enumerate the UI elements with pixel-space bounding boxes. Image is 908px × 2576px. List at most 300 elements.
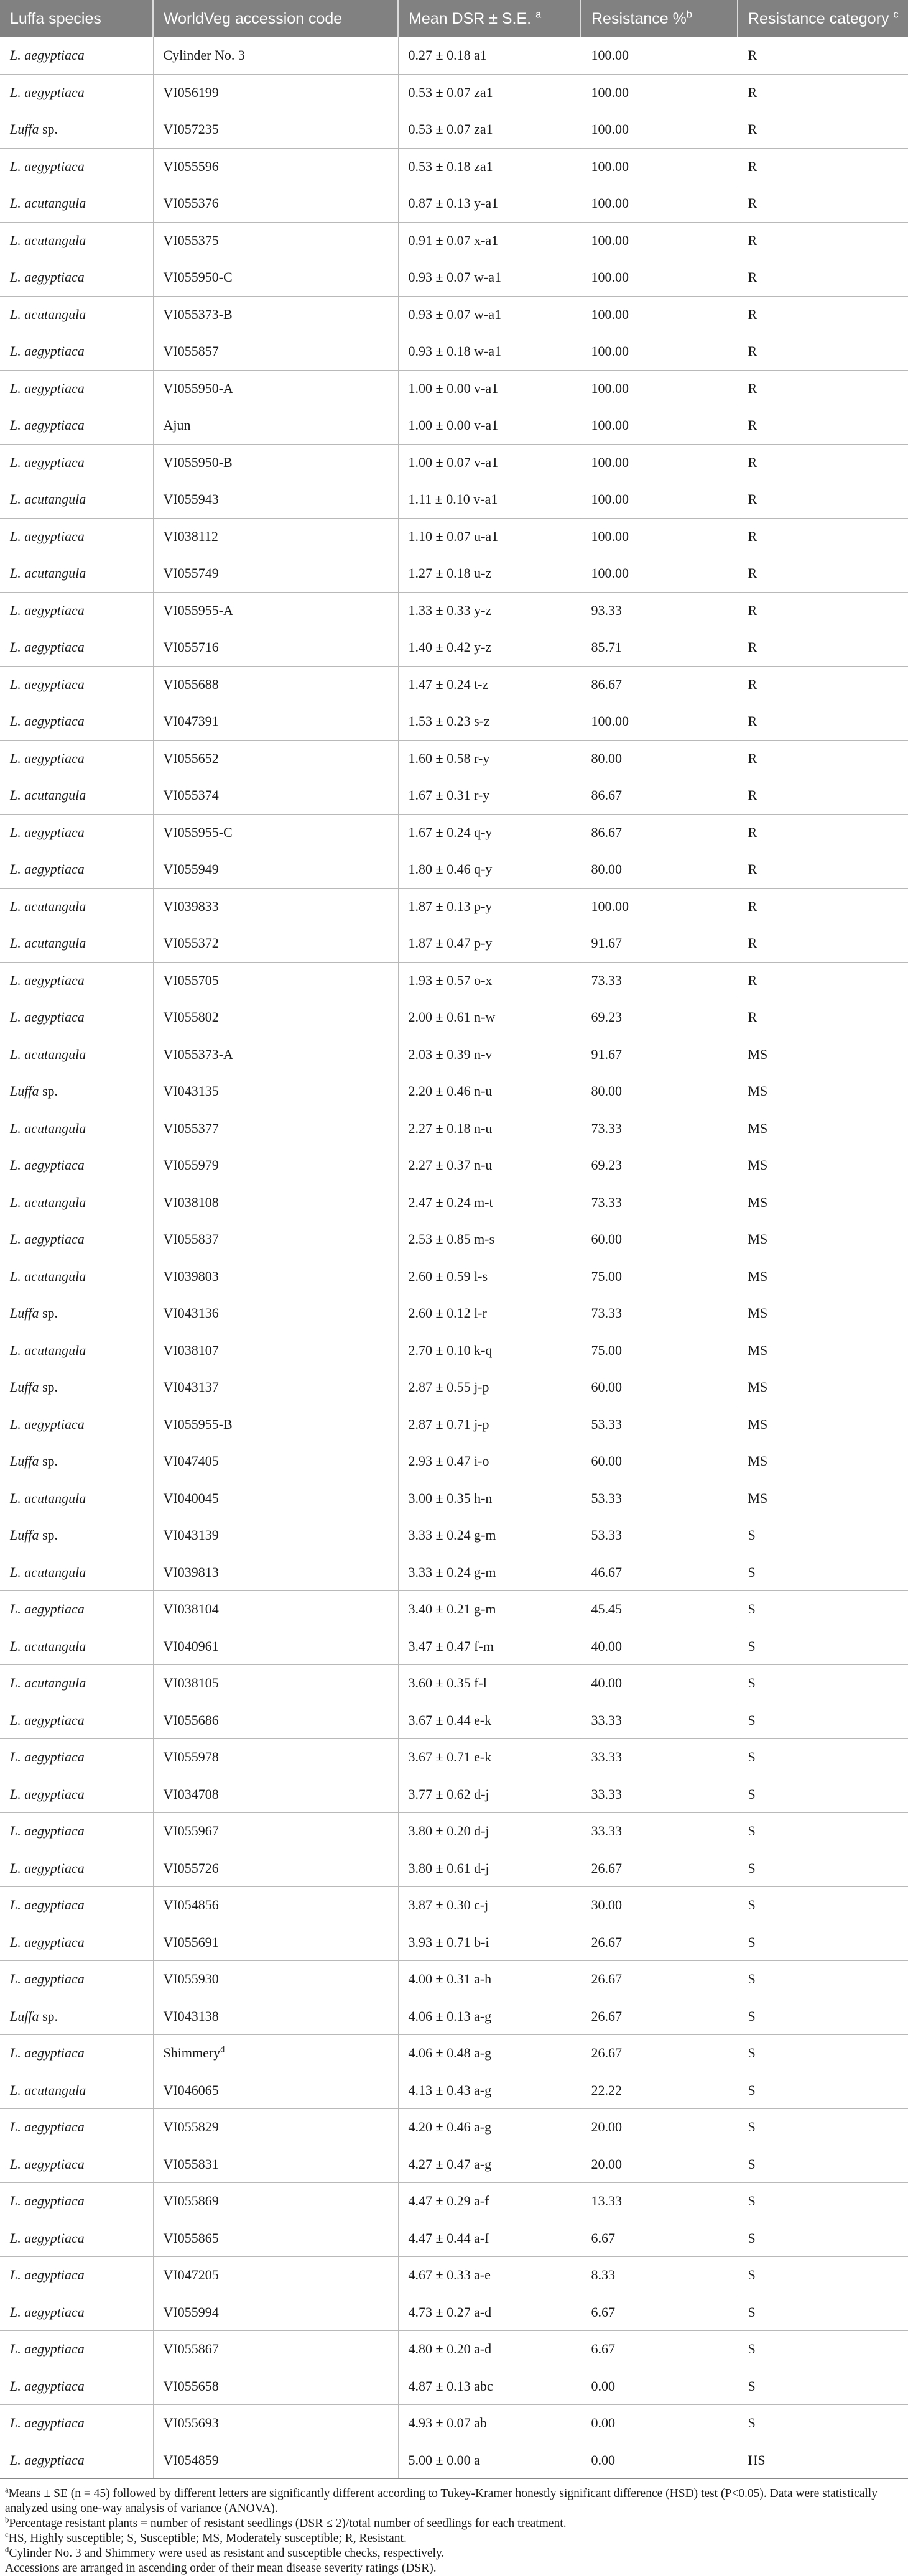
cell-accession-code bbox=[153, 555, 398, 593]
cell-resistance-percent-text: 100.00 bbox=[591, 306, 629, 322]
cell-species-text: L. aegyptiaca bbox=[10, 639, 85, 655]
cell-accession-code-text: VI047405 bbox=[163, 1453, 219, 1469]
table-row bbox=[0, 1554, 908, 1591]
cell-species bbox=[0, 1924, 153, 1961]
cell-resistance-percent-text: 100.00 bbox=[591, 158, 629, 174]
cell-resistance-category-text: R bbox=[748, 232, 757, 248]
cell-species bbox=[0, 888, 153, 925]
cell-mean-dsr-text: 4.67 ± 0.33 a-e bbox=[408, 2267, 491, 2283]
cell-mean-dsr-text: 0.93 ± 0.07 w-a1 bbox=[408, 269, 502, 285]
cell-species bbox=[0, 703, 153, 741]
cell-accession-code-text: VI034708 bbox=[163, 1786, 219, 1802]
cell-resistance-percent bbox=[581, 1443, 738, 1480]
cell-mean-dsr-text: 4.20 ± 0.46 a-g bbox=[408, 2119, 492, 2135]
cell-resistance-category bbox=[738, 296, 908, 333]
cell-mean-dsr bbox=[398, 148, 581, 185]
cell-resistance-percent bbox=[581, 1036, 738, 1073]
cell-mean-dsr bbox=[398, 222, 581, 259]
cell-accession-code bbox=[153, 1184, 398, 1221]
cell-species-text: Luffa sp. bbox=[10, 1083, 58, 1099]
cell-species bbox=[0, 1887, 153, 1924]
cell-resistance-category bbox=[738, 481, 908, 519]
cell-resistance-category-text: R bbox=[748, 121, 757, 137]
table-row bbox=[0, 925, 908, 963]
cell-accession-code bbox=[153, 1443, 398, 1480]
cell-mean-dsr-text: 2.53 ± 0.85 m-s bbox=[408, 1231, 495, 1247]
cell-resistance-category bbox=[738, 333, 908, 371]
cell-resistance-percent-text: 86.67 bbox=[591, 824, 622, 840]
cell-resistance-percent-text: 6.67 bbox=[591, 2230, 615, 2246]
cell-resistance-percent bbox=[581, 1369, 738, 1406]
cell-accession-code-text: VI055688 bbox=[163, 676, 219, 692]
cell-resistance-category bbox=[738, 1406, 908, 1443]
cell-species bbox=[0, 1813, 153, 1850]
table-row bbox=[0, 1628, 908, 1665]
cell-resistance-category-text: S bbox=[748, 1971, 756, 1987]
table-row bbox=[0, 1739, 908, 1776]
cell-resistance-category bbox=[738, 1517, 908, 1554]
cell-species-text: L. aegyptiaca bbox=[10, 1231, 85, 1247]
cell-mean-dsr-text: 2.87 ± 0.55 j-p bbox=[408, 1379, 489, 1395]
cell-resistance-category-text: R bbox=[748, 491, 757, 507]
cell-mean-dsr bbox=[398, 37, 581, 74]
cell-resistance-percent-text: 100.00 bbox=[591, 491, 629, 507]
cell-resistance-category bbox=[738, 666, 908, 703]
cell-resistance-percent-text: 60.00 bbox=[591, 1453, 622, 1469]
cell-resistance-category-text: S bbox=[748, 1638, 756, 1654]
cell-mean-dsr bbox=[398, 1591, 581, 1628]
cell-resistance-category bbox=[738, 148, 908, 185]
cell-mean-dsr bbox=[398, 1887, 581, 1924]
cell-resistance-percent bbox=[581, 296, 738, 333]
cell-resistance-category-text: MS bbox=[748, 1046, 768, 1062]
cell-accession-code-text: VI055377 bbox=[163, 1120, 219, 1136]
table-row bbox=[0, 2442, 908, 2479]
table-row bbox=[0, 2072, 908, 2109]
cell-species bbox=[0, 1406, 153, 1443]
cell-resistance-category-text: R bbox=[748, 269, 757, 285]
cell-accession-code bbox=[153, 2183, 398, 2220]
cell-species-text: L. aegyptiaca bbox=[10, 1712, 85, 1728]
cell-species bbox=[0, 2035, 153, 2072]
cell-mean-dsr-text: 1.87 ± 0.13 p-y bbox=[408, 898, 493, 914]
cell-species-text: L. aegyptiaca bbox=[10, 1601, 85, 1617]
header-resistance-category: Resistance category $^c$ bbox=[738, 0, 908, 37]
footnotes bbox=[0, 2479, 908, 2576]
cell-resistance-percent-text: 75.00 bbox=[591, 1342, 622, 1358]
cell-resistance-percent-text: 73.33 bbox=[591, 1194, 622, 1210]
cell-accession-code-text: VI043139 bbox=[163, 1527, 219, 1543]
cell-resistance-percent bbox=[581, 999, 738, 1036]
cell-mean-dsr bbox=[398, 1406, 581, 1443]
cell-resistance-percent bbox=[581, 1702, 738, 1739]
cell-mean-dsr-text: 1.93 ± 0.57 o-x bbox=[408, 972, 493, 988]
cell-accession-code-text: VI055955-B bbox=[163, 1416, 233, 1432]
cell-accession-code-text: VI055949 bbox=[163, 861, 219, 877]
cell-resistance-category bbox=[738, 851, 908, 889]
table-row bbox=[0, 1924, 908, 1961]
cell-resistance-percent-text: 73.33 bbox=[591, 1305, 622, 1321]
table-header bbox=[0, 0, 908, 37]
cell-resistance-category bbox=[738, 37, 908, 74]
cell-accession-code bbox=[153, 1332, 398, 1369]
cell-species bbox=[0, 407, 153, 445]
cell-mean-dsr-text: 3.77 ± 0.62 d-j bbox=[408, 1786, 489, 1802]
cell-species-text: L. aegyptiaca bbox=[10, 1860, 85, 1876]
cell-mean-dsr bbox=[398, 1369, 581, 1406]
cell-mean-dsr bbox=[398, 2405, 581, 2442]
table-row bbox=[0, 1147, 908, 1184]
cell-resistance-percent-text: 33.33 bbox=[591, 1712, 622, 1728]
cell-accession-code-text: VI057235 bbox=[163, 121, 219, 137]
cell-species-text: L. aegyptiaca bbox=[10, 1157, 85, 1173]
cell-resistance-category-text: MS bbox=[748, 1231, 768, 1247]
cell-accession-code-text: VI055950-B bbox=[163, 454, 233, 470]
cell-species bbox=[0, 1998, 153, 2035]
header-mean-dsr: Mean DSR ± S.E. $^a$ bbox=[398, 0, 581, 37]
cell-accession-code-text: VI055955-C bbox=[163, 824, 233, 840]
cell-species bbox=[0, 2183, 153, 2220]
cell-accession-code bbox=[153, 1850, 398, 1887]
cell-mean-dsr-text: 4.06 ± 0.48 a-g bbox=[408, 2045, 492, 2061]
cell-accession-code bbox=[153, 2072, 398, 2109]
cell-accession-code bbox=[153, 2442, 398, 2479]
cell-species bbox=[0, 1147, 153, 1184]
cell-accession-code bbox=[153, 1258, 398, 1295]
table-row bbox=[0, 1406, 908, 1443]
cell-resistance-percent-text: 8.33 bbox=[591, 2267, 615, 2283]
cell-resistance-percent bbox=[581, 37, 738, 74]
cell-accession-code-text: VI055829 bbox=[163, 2119, 219, 2135]
cell-mean-dsr bbox=[398, 2368, 581, 2405]
cell-resistance-percent-text: 40.00 bbox=[591, 1675, 622, 1691]
cell-resistance-percent-text: 100.00 bbox=[591, 47, 629, 63]
cell-resistance-percent-text: 0.00 bbox=[591, 2378, 615, 2394]
cell-mean-dsr-text: 1.53 ± 0.23 s-z bbox=[408, 713, 490, 729]
table-row bbox=[0, 851, 908, 889]
cell-resistance-percent-text: 22.22 bbox=[591, 2082, 622, 2098]
cell-resistance-percent bbox=[581, 888, 738, 925]
cell-accession-code-text: VI047205 bbox=[163, 2267, 219, 2283]
cell-resistance-percent-text: 85.71 bbox=[591, 639, 622, 655]
cell-mean-dsr-text: 4.13 ± 0.43 a-g bbox=[408, 2082, 492, 2098]
cell-accession-code bbox=[153, 2405, 398, 2442]
cell-resistance-percent bbox=[581, 1517, 738, 1554]
cell-resistance-category-text: R bbox=[748, 158, 757, 174]
cell-mean-dsr bbox=[398, 1221, 581, 1258]
cell-resistance-category bbox=[738, 629, 908, 667]
cell-accession-code bbox=[153, 111, 398, 149]
cell-species bbox=[0, 1443, 153, 1480]
cell-species bbox=[0, 481, 153, 519]
cell-species bbox=[0, 2072, 153, 2109]
cell-mean-dsr bbox=[398, 851, 581, 889]
cell-resistance-category-text: R bbox=[748, 1009, 757, 1025]
cell-resistance-percent bbox=[581, 2183, 738, 2220]
cell-mean-dsr-text: 3.80 ± 0.61 d-j bbox=[408, 1860, 489, 1876]
cell-resistance-category bbox=[738, 1369, 908, 1406]
cell-mean-dsr-text: 2.70 ± 0.10 k-q bbox=[408, 1342, 493, 1358]
cell-species bbox=[0, 1850, 153, 1887]
cell-mean-dsr bbox=[398, 1739, 581, 1776]
cell-resistance-percent-text: 100.00 bbox=[591, 713, 629, 729]
cell-species-text: L. aegyptiaca bbox=[10, 343, 85, 359]
cell-resistance-category-text: S bbox=[748, 2119, 756, 2135]
cell-species bbox=[0, 185, 153, 223]
table-row bbox=[0, 1776, 908, 1813]
cell-mean-dsr-text: 2.27 ± 0.18 n-u bbox=[408, 1120, 493, 1136]
table-row bbox=[0, 777, 908, 815]
cell-resistance-category-text: R bbox=[748, 676, 757, 692]
cell-accession-code-text: VI043138 bbox=[163, 2008, 219, 2024]
footnote bbox=[5, 2486, 903, 2516]
cell-species-text: L. aegyptiaca bbox=[10, 158, 85, 174]
cell-species bbox=[0, 814, 153, 851]
table-row bbox=[0, 666, 908, 703]
cell-resistance-percent-text: 100.00 bbox=[591, 898, 629, 914]
cell-resistance-percent bbox=[581, 1998, 738, 2035]
cell-accession-code bbox=[153, 925, 398, 963]
table-row bbox=[0, 370, 908, 407]
cell-accession-code bbox=[153, 1628, 398, 1665]
cell-mean-dsr-text: 1.27 ± 0.18 u-z bbox=[408, 565, 492, 581]
cell-resistance-percent bbox=[581, 2072, 738, 2109]
cell-species-text: L. aegyptiaca bbox=[10, 2119, 85, 2135]
cell-resistance-percent-text: 69.23 bbox=[591, 1157, 622, 1173]
cell-resistance-category-text: MS bbox=[748, 1490, 768, 1506]
table-row bbox=[0, 703, 908, 741]
cell-accession-code-text: VI055691 bbox=[163, 1934, 219, 1950]
cell-resistance-percent bbox=[581, 2109, 738, 2146]
cell-resistance-category bbox=[738, 1332, 908, 1369]
cell-resistance-category bbox=[738, 444, 908, 481]
cell-species-text: L. aegyptiaca bbox=[10, 1416, 85, 1432]
cell-species bbox=[0, 1258, 153, 1295]
cell-resistance-percent bbox=[581, 2035, 738, 2072]
table-row bbox=[0, 2331, 908, 2368]
cell-resistance-category-text: R bbox=[748, 602, 757, 618]
cell-mean-dsr-text: 0.53 ± 0.07 za1 bbox=[408, 84, 493, 100]
cell-accession-code-text: VI055374 bbox=[163, 787, 219, 803]
cell-mean-dsr bbox=[398, 111, 581, 149]
cell-mean-dsr bbox=[398, 407, 581, 445]
cell-accession-code bbox=[153, 1073, 398, 1110]
cell-resistance-percent bbox=[581, 1480, 738, 1517]
table-row bbox=[0, 1332, 908, 1369]
cell-resistance-category bbox=[738, 1628, 908, 1665]
cell-mean-dsr bbox=[398, 333, 581, 371]
cell-resistance-percent-text: 100.00 bbox=[591, 380, 629, 396]
cell-species-text: L. aegyptiaca bbox=[10, 2045, 85, 2061]
cell-mean-dsr-text: 2.00 ± 0.61 n-w bbox=[408, 1009, 496, 1025]
cell-mean-dsr bbox=[398, 777, 581, 815]
cell-species bbox=[0, 962, 153, 999]
cell-mean-dsr bbox=[398, 2109, 581, 2146]
cell-mean-dsr bbox=[398, 1036, 581, 1073]
cell-mean-dsr bbox=[398, 296, 581, 333]
cell-accession-code-text: VI039813 bbox=[163, 1564, 219, 1580]
cell-resistance-percent-text: 69.23 bbox=[591, 1009, 622, 1025]
cell-mean-dsr bbox=[398, 555, 581, 593]
table-row bbox=[0, 740, 908, 777]
cell-species bbox=[0, 1073, 153, 1110]
cell-resistance-category bbox=[738, 703, 908, 741]
cell-species-text: L. aegyptiaca bbox=[10, 750, 85, 766]
cell-species-text: L. aegyptiaca bbox=[10, 1786, 85, 1802]
cell-species bbox=[0, 111, 153, 149]
table-row bbox=[0, 1702, 908, 1739]
cell-mean-dsr-text: 0.53 ± 0.18 za1 bbox=[408, 158, 493, 174]
cell-accession-code bbox=[153, 2368, 398, 2405]
cell-accession-code bbox=[153, 444, 398, 481]
cell-resistance-percent-text: 91.67 bbox=[591, 935, 622, 951]
cell-resistance-percent-text: 40.00 bbox=[591, 1638, 622, 1654]
footnote-mark: d bbox=[220, 2044, 225, 2055]
footnote-marker: a bbox=[5, 2485, 9, 2495]
cell-accession-code-text: VI055373-B bbox=[163, 306, 233, 322]
cell-species bbox=[0, 1776, 153, 1813]
cell-species-text: L. acutangula bbox=[10, 2082, 86, 2098]
footnote-marker: c bbox=[5, 2530, 9, 2539]
table-row bbox=[0, 1258, 908, 1295]
cell-resistance-category-text: S bbox=[748, 1823, 756, 1839]
cell-resistance-category bbox=[738, 1924, 908, 1961]
cell-resistance-category bbox=[738, 2368, 908, 2405]
cell-resistance-category-text: R bbox=[748, 306, 757, 322]
cell-mean-dsr bbox=[398, 1295, 581, 1332]
cell-accession-code bbox=[153, 1739, 398, 1776]
cell-resistance-category-text: S bbox=[748, 2193, 756, 2209]
cell-resistance-percent bbox=[581, 259, 738, 297]
cell-mean-dsr-text: 3.40 ± 0.21 g-m bbox=[408, 1601, 496, 1617]
cell-resistance-percent bbox=[581, 962, 738, 999]
cell-accession-code bbox=[153, 814, 398, 851]
cell-accession-code-text: VI047391 bbox=[163, 713, 219, 729]
cell-resistance-category bbox=[738, 1665, 908, 1702]
cell-resistance-percent bbox=[581, 2442, 738, 2479]
cell-resistance-percent bbox=[581, 333, 738, 371]
cell-accession-code-text: VI043136 bbox=[163, 1305, 219, 1321]
cell-accession-code bbox=[153, 259, 398, 297]
cell-resistance-percent-text: 6.67 bbox=[591, 2304, 615, 2320]
cell-accession-code bbox=[153, 1295, 398, 1332]
cell-mean-dsr-text: 1.60 ± 0.58 r-y bbox=[408, 750, 490, 766]
table-row bbox=[0, 1110, 908, 1147]
cell-species-text: L. acutangula bbox=[10, 1120, 86, 1136]
cell-resistance-category bbox=[738, 2146, 908, 2183]
cell-accession-code-text: VI055837 bbox=[163, 1231, 219, 1247]
cell-mean-dsr bbox=[398, 1628, 581, 1665]
cell-mean-dsr-text: 4.87 ± 0.13 abc bbox=[408, 2378, 493, 2394]
cell-resistance-percent-text: 86.67 bbox=[591, 676, 622, 692]
cell-resistance-category-text: MS bbox=[748, 1342, 768, 1358]
cell-accession-code-text: VI055658 bbox=[163, 2378, 219, 2394]
cell-resistance-percent bbox=[581, 2220, 738, 2257]
cell-mean-dsr-text: 1.67 ± 0.24 q-y bbox=[408, 824, 493, 840]
cell-species bbox=[0, 1110, 153, 1147]
cell-resistance-category bbox=[738, 2072, 908, 2109]
cell-species bbox=[0, 2257, 153, 2294]
table-row bbox=[0, 74, 908, 111]
cell-species bbox=[0, 1665, 153, 1702]
footnote-text: Means ± SE (n = 45) followed by different letters are significantly different according to Tukey-Kramer honestly significant difference (HSD) test (P<0.05). Data were statistically analyzed using one-way analysis of variance (ANOVA). bbox=[5, 2487, 878, 2515]
cell-resistance-category-text: S bbox=[748, 2304, 756, 2320]
cell-resistance-category bbox=[738, 1554, 908, 1591]
cell-mean-dsr-text: 0.93 ± 0.18 w-a1 bbox=[408, 343, 502, 359]
cell-resistance-percent-text: 91.67 bbox=[591, 1046, 622, 1062]
cell-resistance-category-text: MS bbox=[748, 1416, 768, 1432]
cell-accession-code bbox=[153, 1591, 398, 1628]
table-row bbox=[0, 1221, 908, 1258]
cell-accession-code-text: VI055652 bbox=[163, 750, 219, 766]
cell-resistance-category bbox=[738, 74, 908, 111]
table-row bbox=[0, 2405, 908, 2442]
table-row bbox=[0, 1998, 908, 2035]
cell-resistance-percent-text: 100.00 bbox=[591, 121, 629, 137]
cell-accession-code-text: Ajun bbox=[163, 417, 191, 433]
cell-mean-dsr bbox=[398, 1776, 581, 1813]
cell-resistance-category-text: R bbox=[748, 47, 757, 63]
cell-resistance-category bbox=[738, 2294, 908, 2331]
cell-resistance-category bbox=[738, 1295, 908, 1332]
cell-resistance-category-text: S bbox=[748, 1564, 756, 1580]
cell-accession-code-text: VI055375 bbox=[163, 232, 219, 248]
cell-resistance-percent bbox=[581, 777, 738, 815]
cell-resistance-category-text: R bbox=[748, 935, 757, 951]
cell-resistance-percent bbox=[581, 1073, 738, 1110]
cell-resistance-category bbox=[738, 740, 908, 777]
cell-species-text: Luffa sp. bbox=[10, 1305, 58, 1321]
cell-species bbox=[0, 666, 153, 703]
cell-species-text: L. acutangula bbox=[10, 1490, 86, 1506]
cell-resistance-category-text: R bbox=[748, 380, 757, 396]
cell-species bbox=[0, 1702, 153, 1739]
cell-accession-code-text: VI055596 bbox=[163, 158, 219, 174]
cell-mean-dsr bbox=[398, 1850, 581, 1887]
cell-mean-dsr-text: 3.93 ± 0.71 b-i bbox=[408, 1934, 489, 1950]
cell-resistance-category-text: MS bbox=[748, 1453, 768, 1469]
cell-resistance-category bbox=[738, 1850, 908, 1887]
cell-resistance-category-text: S bbox=[748, 1897, 756, 1913]
cell-resistance-percent bbox=[581, 1110, 738, 1147]
cell-accession-code-text: VI055726 bbox=[163, 1860, 219, 1876]
cell-mean-dsr-text: 4.47 ± 0.29 a-f bbox=[408, 2193, 489, 2209]
table-row bbox=[0, 1369, 908, 1406]
cell-resistance-percent bbox=[581, 2368, 738, 2405]
footnote-text: Accessions are arranged in ascending order of their mean disease severity ratings (DSR). bbox=[5, 2562, 437, 2575]
cell-resistance-percent-text: 6.67 bbox=[591, 2341, 615, 2357]
cell-resistance-category bbox=[738, 1184, 908, 1221]
cell-resistance-percent-text: 100.00 bbox=[591, 343, 629, 359]
cell-species bbox=[0, 1036, 153, 1073]
cell-mean-dsr bbox=[398, 2220, 581, 2257]
cell-resistance-category bbox=[738, 407, 908, 445]
cell-resistance-category bbox=[738, 814, 908, 851]
cell-mean-dsr bbox=[398, 740, 581, 777]
cell-accession-code bbox=[153, 1554, 398, 1591]
cell-species-text: L. aegyptiaca bbox=[10, 2304, 85, 2320]
cell-mean-dsr bbox=[398, 1443, 581, 1480]
cell-resistance-category-text: MS bbox=[748, 1379, 768, 1395]
cell-resistance-percent bbox=[581, 629, 738, 667]
cell-accession-code-text: VI055979 bbox=[163, 1157, 219, 1173]
cell-accession-code bbox=[153, 999, 398, 1036]
cell-accession-code bbox=[153, 1110, 398, 1147]
cell-resistance-percent bbox=[581, 148, 738, 185]
cell-resistance-percent bbox=[581, 1628, 738, 1665]
cell-resistance-category-text: S bbox=[748, 2415, 756, 2431]
cell-resistance-percent-text: 0.00 bbox=[591, 2415, 615, 2431]
